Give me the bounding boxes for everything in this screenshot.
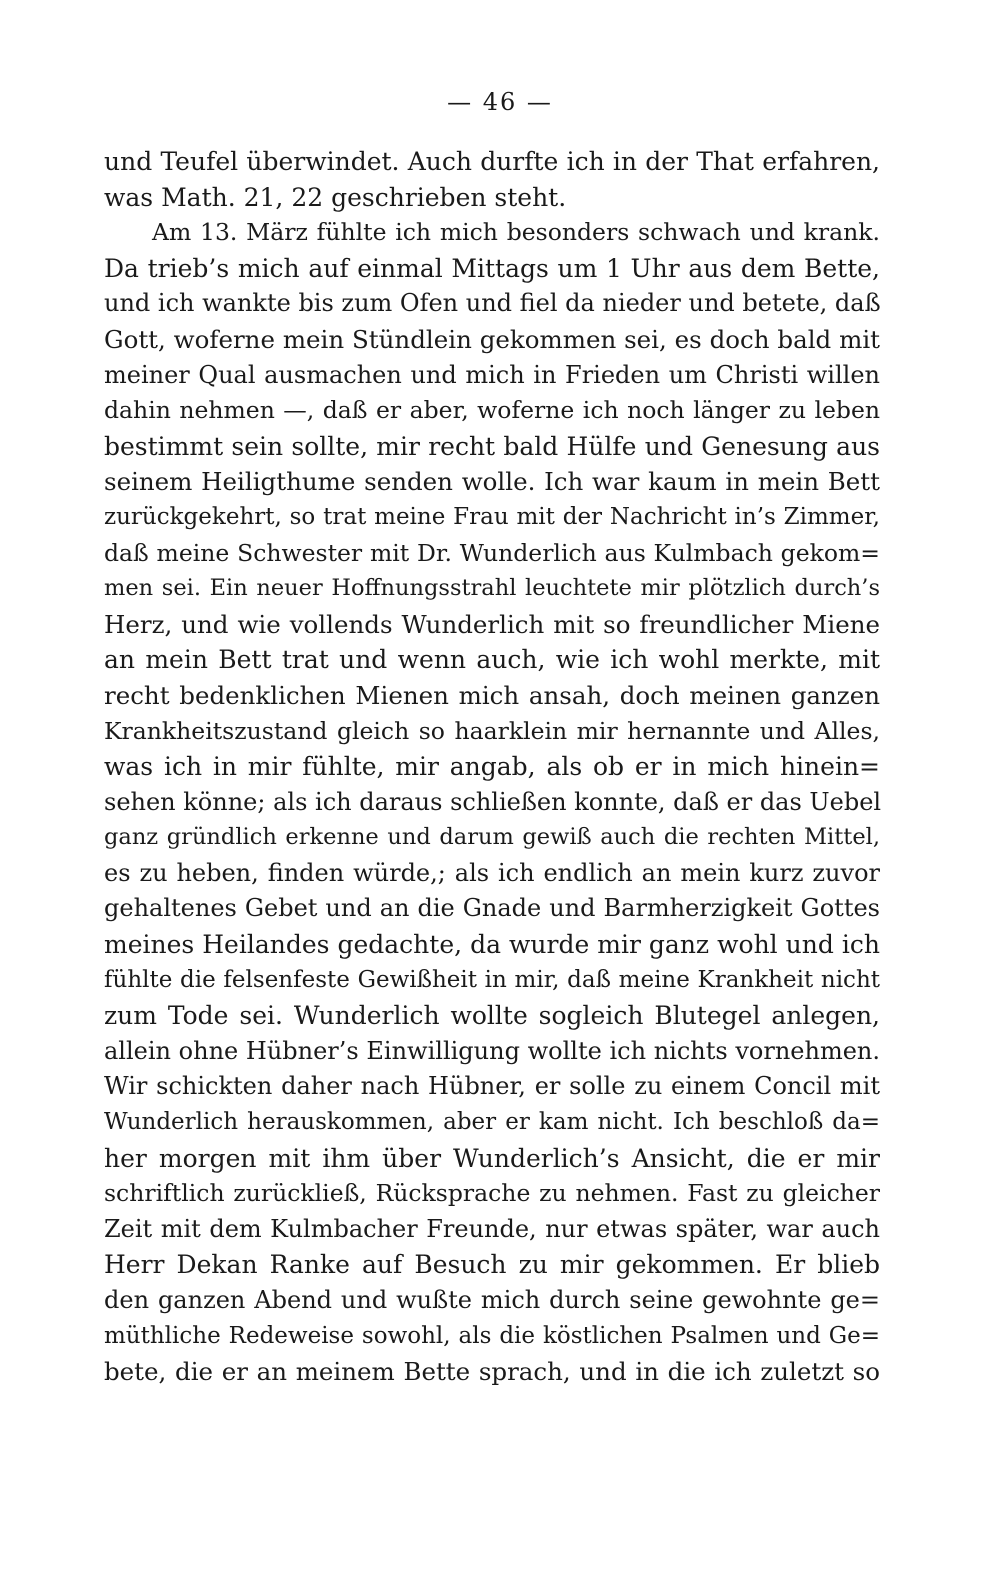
text-line: meines Heilandes gedachte, da wurde mir ganz wohl und ich xyxy=(104,930,880,960)
text-line: Zeit mit dem Kulmbacher Freunde, nur etwas später, war auch xyxy=(104,1214,880,1243)
text-line: gehaltenes Gebet und an die Gnade und Barmherzigkeit Gottes xyxy=(104,894,880,923)
text-line: Herr Dekan Ranke auf Besuch zu mir gekommen. Er blieb xyxy=(104,1250,880,1280)
text-line: dahin nehmen —, daß er aber, woferne ich noch länger zu leben xyxy=(104,396,880,425)
text-line: zum Tode sei. Wunderlich wollte sogleich Blutegel anlegen, xyxy=(104,1001,880,1031)
text-line: Gott, woferne mein Stündlein gekommen sei, es doch bald mit xyxy=(104,324,880,354)
text-line: allein ohne Hübner’s Einwilligung wollte ich nichts vornehmen. xyxy=(104,1036,880,1065)
text-line: Am 13. März fühlte ich mich besonders schwach und krank. xyxy=(152,218,880,247)
text-line: meiner Qual ausmachen und mich in Frieden um Christi willen xyxy=(104,360,880,389)
text-line: men sei. Ein neuer Hoffnungsstrahl leuchtete mir plötzlich durch’s xyxy=(104,575,880,602)
text-line: und Teufel überwindet. Auch durfte ich in der That erfahren, xyxy=(104,147,880,176)
body-text xyxy=(104,144,880,1390)
text-line: Da trieb’s mich auf einmal Mittags um 1 Uhr aus dem Bette, xyxy=(104,253,880,283)
text-line: müthliche Redeweise sowohl, als die köstlichen Psalmen und Ge= xyxy=(104,1322,880,1349)
text-line: an mein Bett trat und wenn auch, wie ich wohl merkte, mit xyxy=(104,645,880,675)
text-line: her morgen mit ihm über Wunderlich’s Ansicht, die er mir xyxy=(104,1143,880,1173)
text-line: schriftlich zurückließ, Rücksprache zu nehmen. Fast zu gleicher xyxy=(104,1179,880,1208)
text-line: Herz, und wie vollends Wunderlich mit so freundlicher Miene xyxy=(104,609,880,639)
text-line: Wir schickten daher nach Hübner, er solle zu einem Concil mit xyxy=(104,1072,880,1101)
text-line: bestimmt sein sollte, mir recht bald Hülfe und Genesung aus xyxy=(104,431,880,461)
text-line: bete, die er an meinem Bette sprach, und in die ich zuletzt so xyxy=(104,1357,880,1387)
text-line: ganz gründlich erkenne und darum gewiß auch die rechten Mittel, xyxy=(104,824,880,851)
text-line: seinem Heiligthume senden wolle. Ich war kaum in mein Bett xyxy=(104,467,880,497)
page-number: — 46 — xyxy=(447,88,553,116)
text-line: recht bedenklichen Mienen mich ansah, doch meinen ganzen xyxy=(104,680,880,710)
text-line: was ich in mir fühlte, mir angab, als ob er in mich hinein= xyxy=(104,752,880,782)
text-line: es zu heben, finden würde,; als ich endlich an mein kurz zuvor xyxy=(104,858,880,887)
text-line: was Math. 21, 22 geschrieben steht. xyxy=(104,182,567,212)
text-line: den ganzen Abend und wußte mich durch seine gewohnte ge= xyxy=(104,1286,880,1314)
text-line: fühlte die felsenfeste Gewißheit in mir, daß meine Krankheit nicht xyxy=(104,966,880,993)
text-line: daß meine Schwester mit Dr. Wunderlich aus Kulmbach gekom= xyxy=(104,538,880,567)
text-line: Krankheitszustand gleich so haarklein mir hernannte und Alles, xyxy=(104,716,880,745)
text-line: sehen könne; als ich daraus schließen konnte, daß er das Uebel xyxy=(104,787,882,816)
text-line: Wunderlich herauskommen, aber er kam nicht. Ich beschloß da= xyxy=(104,1109,880,1136)
text-line: zurückgekehrt, so trat meine Frau mit der Nachricht in’s Zimmer, xyxy=(104,503,880,530)
text-line: und ich wankte bis zum Ofen und fiel da nieder und betete, daß xyxy=(104,289,881,318)
